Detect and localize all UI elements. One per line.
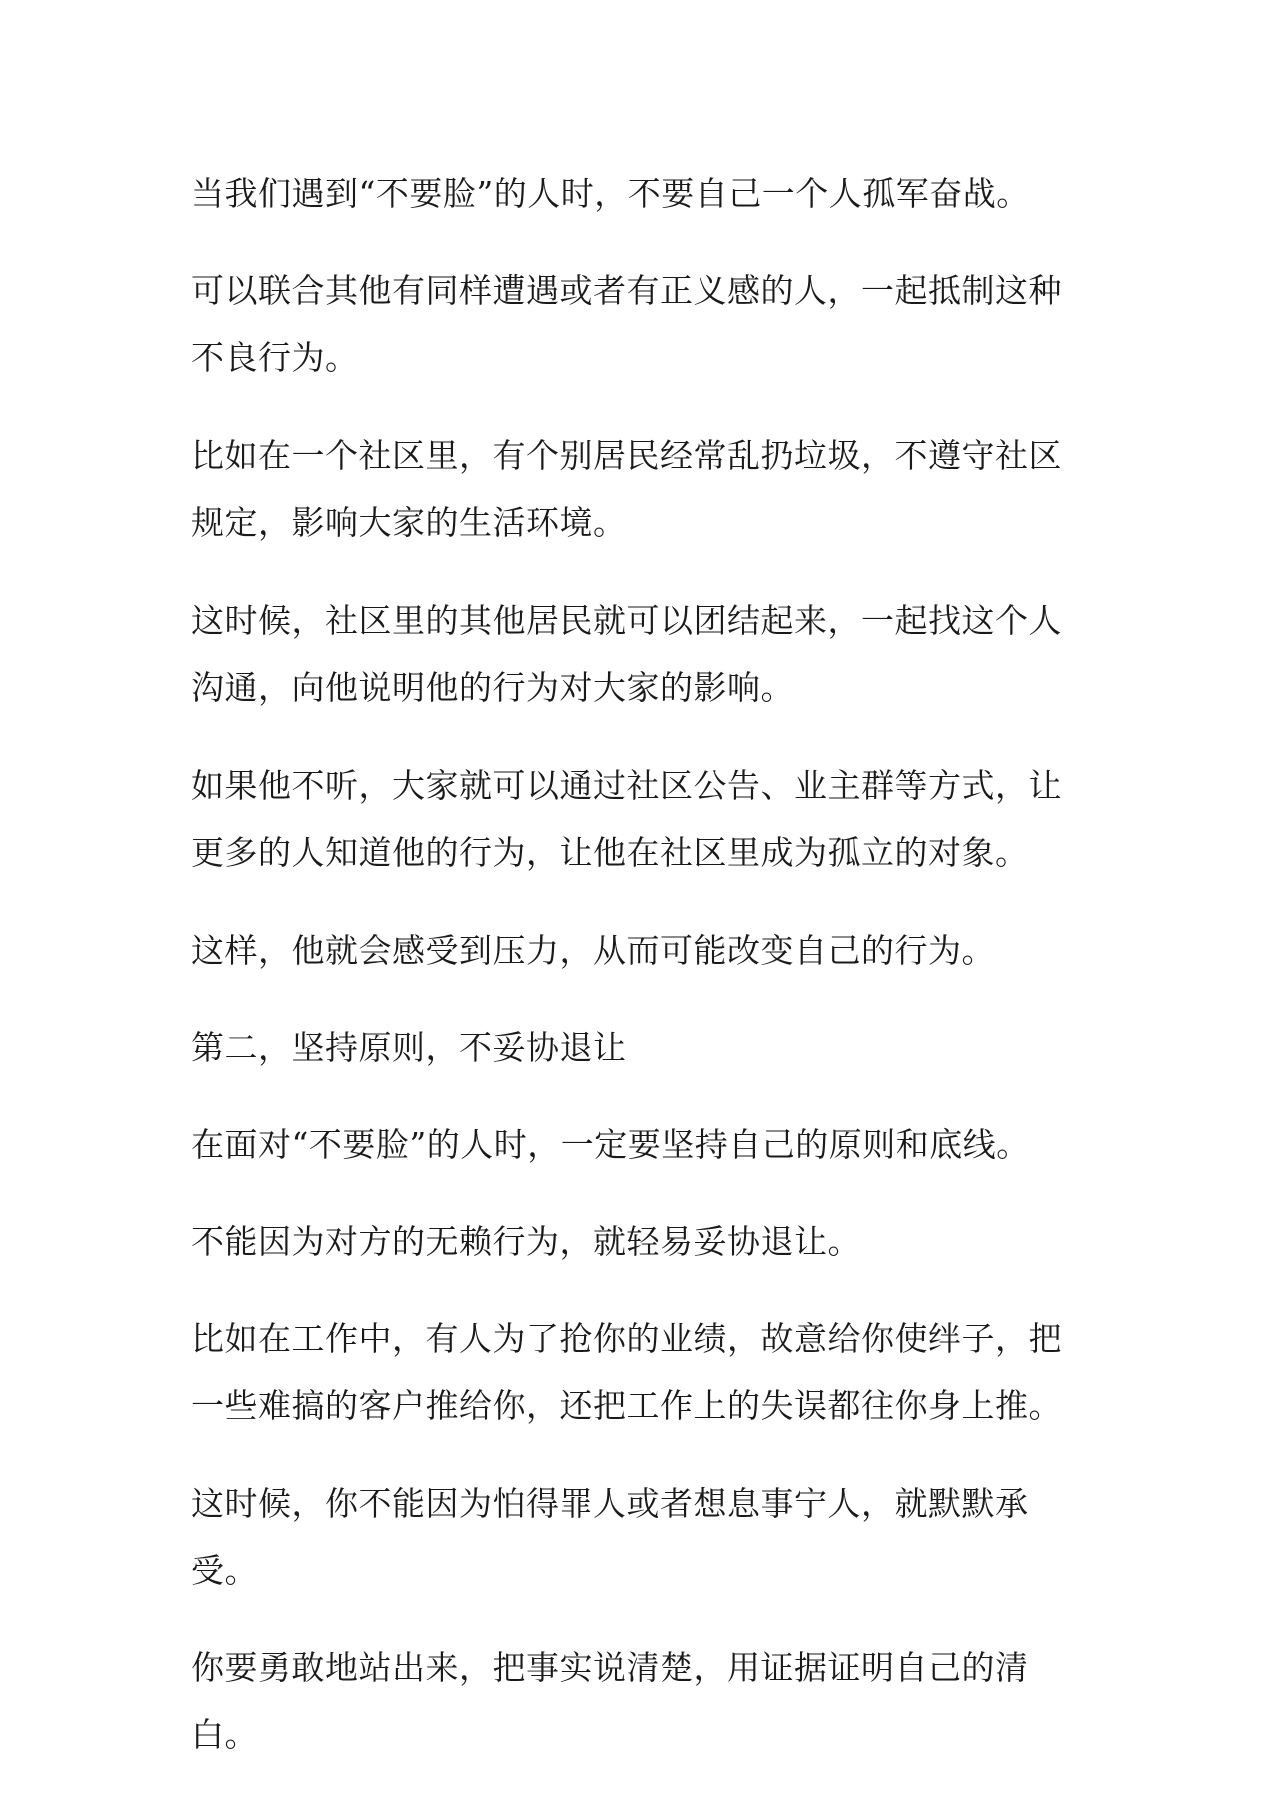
paragraph-4: 这时候，社区里的其他居民就可以团结起来，一起找这个人沟通，向他说明他的行为对大家的影响。 bbox=[191, 601, 1062, 707]
paragraph-10: 这时候，你不能因为怕得罪人或者想息事宁人，就默默承受。 bbox=[191, 1484, 1029, 1590]
paragraph-2: 可以联合其他有同样遭遇或者有正义感的人，一起抵制这种不良行为。 bbox=[191, 271, 1062, 377]
paragraph-3: 比如在一个社区里，有个别居民经常乱扔垃圾，不遵守社区规定，影响大家的生活环境。 bbox=[191, 436, 1062, 542]
paragraph-1: 当我们遇到“不要脸”的人时，不要自己一个人孤军奋战。 bbox=[191, 174, 1030, 213]
paragraph-6: 这样，他就会感受到压力，从而可能改变自己的行为。 bbox=[191, 931, 995, 970]
paragraph-5: 如果他不听，大家就可以通过社区公告、业主群等方式，让更多的人知道他的行为，让他在社区里成为孤立的对象。 bbox=[191, 766, 1062, 872]
document-body bbox=[191, 160, 1091, 1798]
paragraph-11: 你要勇敢地站出来，把事实说清楚，用证据证明自己的清白。 bbox=[191, 1648, 1029, 1754]
paragraph-7: 在面对“不要脸”的人时，一定要坚持自己的原则和底线。 bbox=[191, 1125, 1030, 1164]
section-heading: 第二，坚持原则，不妥协退让 bbox=[191, 1028, 627, 1067]
paragraph-9: 比如在工作中，有人为了抢你的业绩，故意给你使绊子，把一些难搞的客户推给你，还把工作上的失误都往你身上推。 bbox=[191, 1319, 1062, 1425]
paragraph-8: 不能因为对方的无赖行为，就轻易妥协退让。 bbox=[191, 1222, 861, 1261]
